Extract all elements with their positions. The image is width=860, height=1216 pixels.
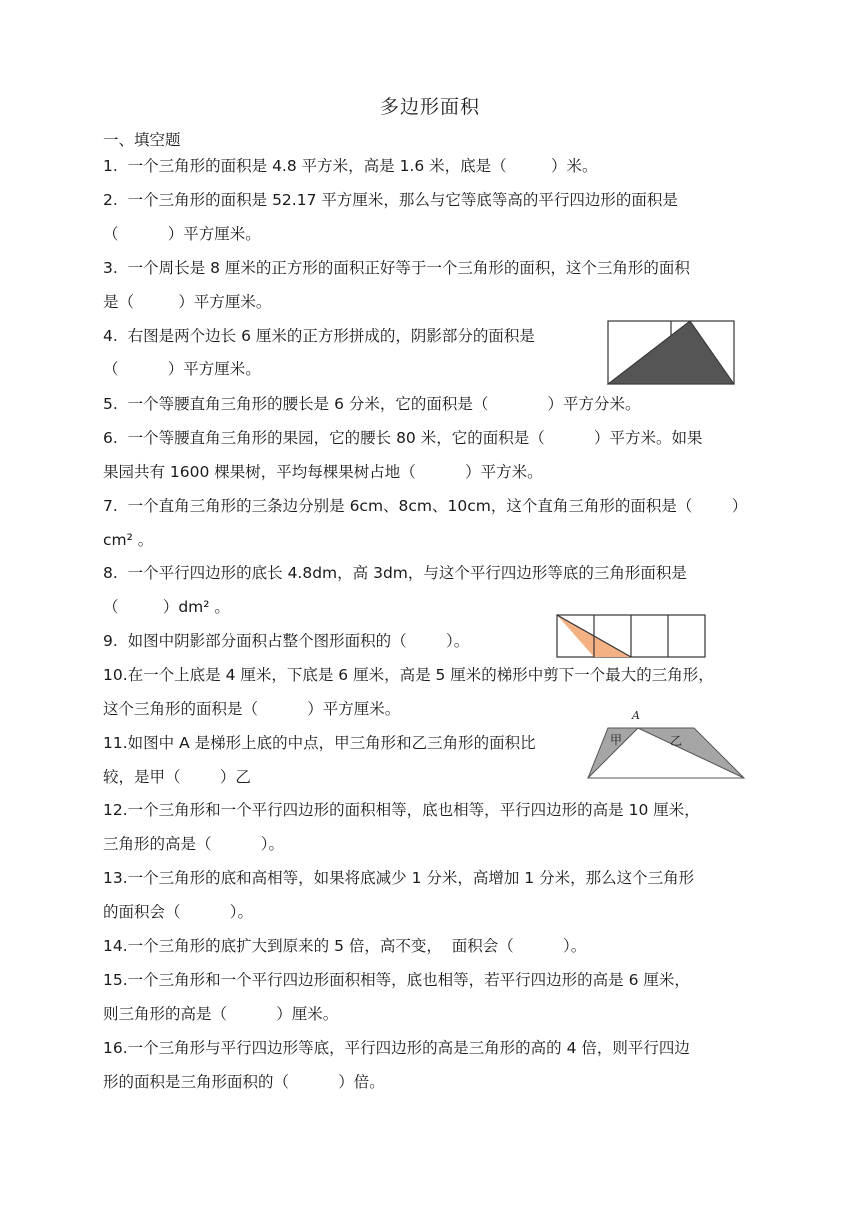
question-6-cont: 果园共有 1600 棵果树，平均每棵果树占地（ ）平方米。: [103, 463, 543, 481]
label-yi: 乙: [670, 734, 683, 748]
figure-trapezoid: [586, 704, 748, 782]
question-12-cont: 三角形的高是（ ）。: [103, 835, 285, 853]
question-15: 15.一个三角形和一个平行四边形面积相等，底也相等，若平行四边形的高是 6 厘米，: [103, 971, 690, 989]
question-2-cont: （ ）平方厘米。: [103, 225, 261, 243]
question-5: 5. 一个等腰直角三角形的腰长是 6 分米，它的面积是（ ）平方分米。: [103, 395, 641, 413]
question-10-cont: 这个三角形的面积是（ ）平方厘米。: [103, 700, 401, 718]
question-7: 7. 一个直角三角形的三条边分别是 6cm、8cm、10cm，这个直角三角形的面积是（ ）: [103, 497, 748, 515]
question-13-cont: 的面积会（ ）。: [103, 903, 254, 921]
question-9: 9. 如图中阴影部分面积占整个图形面积的（ ）。: [103, 632, 470, 650]
figure-four-squares: [555, 612, 707, 660]
label-jia: 甲: [610, 733, 623, 747]
question-8-cont: （ ）dm² 。: [103, 598, 230, 616]
question-16: 16.一个三角形与平行四边形等底，平行四边形的高是三角形的高的 4 倍，则平行四边: [103, 1039, 690, 1057]
question-1: 1. 一个三角形的面积是 4.8 平方米，高是 1.6 米，底是（ ）米。: [103, 157, 598, 175]
question-2: 2. 一个三角形的面积是 52.17 平方厘米，那么与它等底等高的平行四边形的面积是: [103, 191, 678, 209]
question-3-cont: 是（ ）平方厘米。: [103, 293, 272, 311]
question-13: 13.一个三角形的底和高相等，如果将底减少 1 分米，高增加 1 分米，那么这个三角形: [103, 869, 695, 887]
label-a: A: [632, 709, 640, 722]
question-15-cont: 则三角形的高是（ ）厘米。: [103, 1005, 339, 1023]
question-16-cont: 形的面积是三角形面积的（ ）倍。: [103, 1073, 385, 1091]
page-title: 多边形面积: [379, 96, 480, 118]
question-10: 10.在一个上底是 4 厘米，下底是 6 厘米，高是 5 厘米的梯形中剪下一个最大的三角形，: [103, 666, 714, 684]
question-6: 6. 一个等腰直角三角形的果园，它的腰长 80 米，它的面积是（ ）平方米。如果: [103, 429, 703, 447]
question-4: 4. 右图是两个边长 6 厘米的正方形拼成的，阴影部分的面积是: [103, 327, 535, 345]
question-4-cont: （ ）平方厘米。: [103, 360, 261, 378]
question-12: 12.一个三角形和一个平行四边形的面积相等，底也相等，平行四边形的高是 10 厘米，: [103, 801, 700, 819]
question-14: 14.一个三角形的底扩大到原来的 5 倍，高不变， 面积会（ ）。: [103, 937, 587, 955]
question-3: 3. 一个周长是 8 厘米的正方形的面积正好等于一个三角形的面积，这个三角形的面积: [103, 259, 690, 277]
figure-two-squares: [606, 319, 736, 387]
question-8: 8. 一个平行四边形的底长 4.8dm，高 3dm，与这个平行四边形等底的三角形面积是: [103, 564, 687, 582]
section-heading: 一、填空题: [103, 131, 181, 149]
question-7-cont: cm² 。: [103, 531, 154, 549]
question-11-cont: 较，是甲（ ）乙: [103, 768, 251, 786]
question-11: 11.如图中 A 是梯形上底的中点，甲三角形和乙三角形的面积比: [103, 734, 536, 752]
